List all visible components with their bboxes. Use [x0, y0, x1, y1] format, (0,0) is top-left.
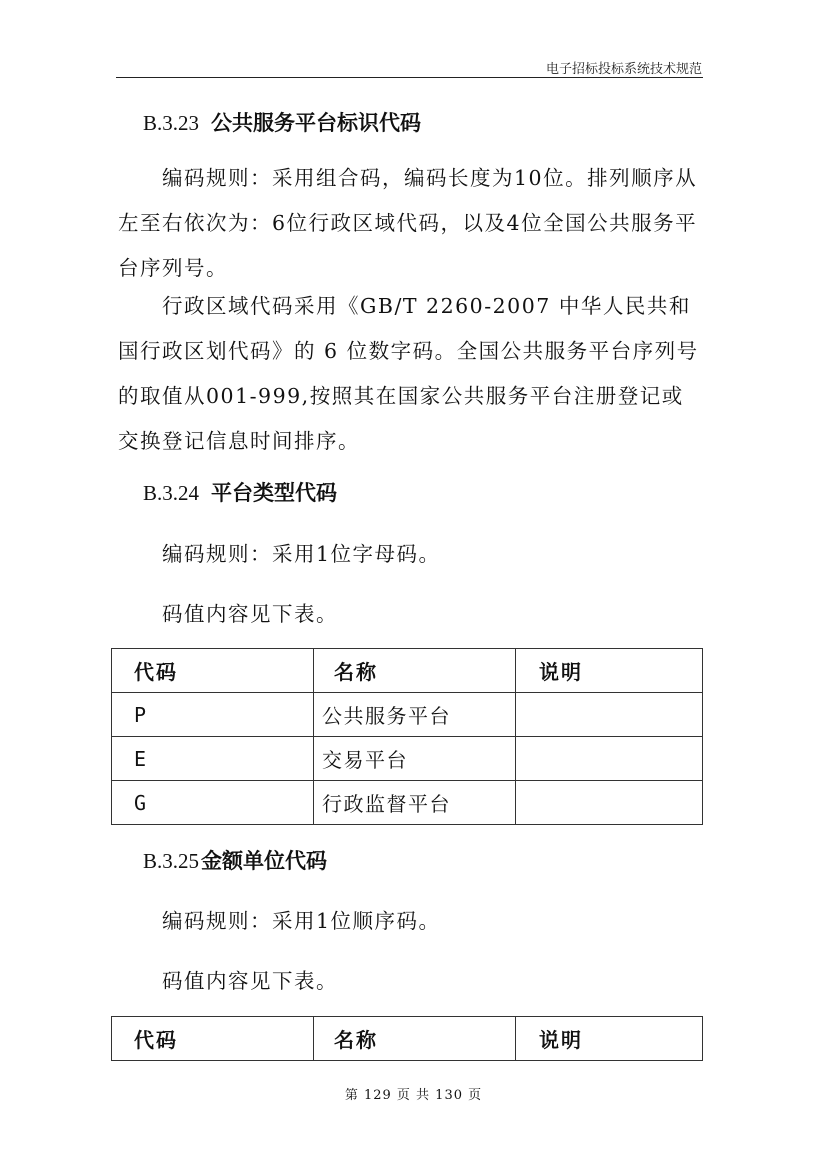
table-intro-text: 码值内容见下表。 [162, 602, 338, 626]
platform-type-table [111, 648, 703, 825]
page-footer: 第 129 页 共 130 页 [344, 1088, 483, 1103]
coding-rule-text: 编码规则：采用1位顺序码。 [162, 909, 441, 933]
coding-rule-text: 编码规则：采用1位字母码。 [162, 542, 441, 566]
column-header-description: 说明 [516, 1017, 703, 1061]
section-title: 公共服务平台标识代码 [211, 111, 422, 135]
cell-code: E [112, 737, 314, 781]
section-heading-b3-23 [143, 107, 421, 137]
table-row [112, 781, 703, 825]
cell-description [516, 781, 703, 825]
column-header-code: 代码 [112, 1017, 314, 1061]
column-header-name: 名称 [314, 1017, 516, 1061]
column-header-name: 名称 [314, 649, 516, 693]
column-header-description: 说明 [516, 649, 703, 693]
section-number: B.3.24 [143, 481, 200, 505]
column-header-code: 代码 [112, 649, 314, 693]
section-heading-b3-24 [143, 477, 337, 507]
header-rule [116, 77, 703, 78]
cell-description [516, 693, 703, 737]
section-heading-b3-25 [143, 845, 327, 875]
table-header-row [112, 1017, 703, 1061]
cell-code: G [112, 781, 314, 825]
section-title: 平台类型代码 [211, 481, 338, 505]
paragraph-coding-rule: 编码规则：采用组合码，编码长度为10位。排列顺序从左至右依次为：6位行政区域代码，以及4位全国公共服务平台序列号。 [118, 166, 698, 280]
cell-name: 交易平台 [314, 737, 516, 781]
paragraph-region-code: 行政区域代码采用《GB/T 2260-2007 中华人民共和国行政区划代码》的 6 位数字码。全国公共服务平台序列号的取值从001-999,按照其在国家公共服务平台注册登记或交换登记信息时间排序。 [118, 294, 699, 453]
section-number: B.3.23 [143, 111, 200, 135]
table-intro-text: 码值内容见下表。 [162, 969, 338, 993]
cell-description [516, 737, 703, 781]
section-title: 金额单位代码 [201, 849, 328, 873]
amount-unit-table [111, 1016, 703, 1061]
section-number: B.3.25 [143, 849, 200, 873]
cell-code: P [112, 693, 314, 737]
table-row [112, 737, 703, 781]
table-header-row [112, 649, 703, 693]
cell-name: 行政监督平台 [314, 781, 516, 825]
table-row [112, 693, 703, 737]
cell-name: 公共服务平台 [314, 693, 516, 737]
running-header: 电子招标投标系统技术规范 [545, 62, 702, 77]
